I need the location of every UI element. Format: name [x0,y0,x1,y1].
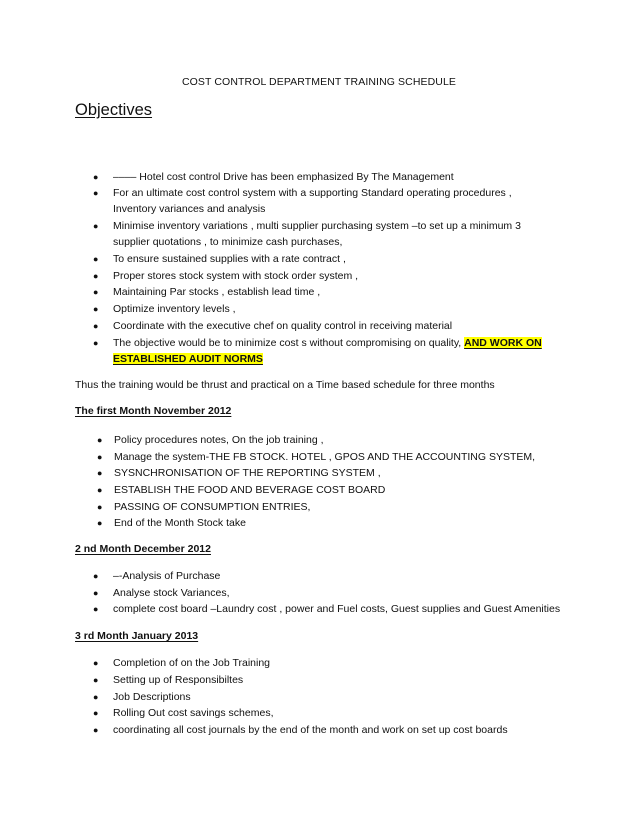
list-item-continuation [113,353,263,366]
bullet-icon [93,707,98,720]
list-item: –––– Hotel cost control Drive has been emphasized By The Management [113,171,454,183]
list-item: Analyse stock Variances, [113,587,230,599]
bullet-icon [93,253,98,266]
month-heading: The first Month November 2012 [75,405,232,417]
list-item-continuation: Inventory variances and analysis [113,203,266,215]
bullet-icon [93,270,98,283]
bullet-icon [93,171,98,184]
list-item: For an ultimate cost control system with a supporting Standard operating procedures , [113,187,512,199]
bullet-icon [97,467,102,480]
bullet-icon [93,220,98,233]
list-item: Policy procedures notes, On the job training , [114,434,324,446]
objectives-heading: Objectives [75,101,153,119]
list-item-continuation: supplier quotations , to minimize cash purchases, [113,236,343,248]
list-item: Proper stores stock system with stock order system , [113,270,359,282]
bullet-icon [93,603,98,616]
bullet-icon [93,337,98,350]
list-item: complete cost board –Laundry cost , power and Fuel costs, Guest supplies and Guest Amenities [113,603,561,615]
list-item: SYSNCHRONISATION OF THE REPORTING SYSTEM , [114,467,381,479]
highlighted-text: AND WORK ON [464,337,542,349]
list-item: coordinating all cost journals by the end of the month and work on set up cost boards [113,724,508,736]
highlighted-text: ESTABLISHED AUDIT NORMS [113,353,263,365]
bullet-icon [93,587,98,600]
list-item: Job Descriptions [113,691,191,703]
list-item: –-Analysis of Purchase [113,570,221,582]
bullet-icon [93,303,98,316]
bullet-icon [97,517,102,530]
list-item: Coordinate with the executive chef on quality control in receiving material [113,320,453,332]
list-item: Maintaining Par stocks , establish lead time , [113,286,321,298]
list-item: To ensure sustained supplies with a rate contract , [113,253,346,265]
bullet-icon [93,320,98,333]
bullet-icon [93,724,98,737]
list-item: PASSING OF CONSUMPTION ENTRIES, [114,501,311,513]
bullet-icon [93,691,98,704]
bullet-icon [93,570,98,583]
bullet-icon [93,187,98,200]
bullet-icon [97,501,102,514]
month-heading: 3 rd Month January 2013 [75,630,199,642]
list-item: ESTABLISH THE FOOD AND BEVERAGE COST BOARD [114,484,386,496]
bullet-icon [93,674,98,687]
bullet-icon [93,286,98,299]
list-item: Completion of on the Job Training [113,657,271,669]
bullet-icon [97,434,102,447]
bullet-icon [97,484,102,497]
bullet-icon [93,657,98,670]
month-heading: 2 nd Month December 2012 [75,543,211,555]
list-item: Optimize inventory levels , [113,303,236,315]
list-item-text: The objective would be to minimize cost s without compromising on quality, [113,337,465,349]
list-item: End of the Month Stock take [114,517,246,529]
list-item: Manage the system-THE FB STOCK. HOTEL , GPOS AND THE ACCOUNTING SYSTEM, [114,451,536,463]
list-item: Rolling Out cost savings schemes, [113,707,274,719]
document-title: COST CONTROL DEPARTMENT TRAINING SCHEDULE [181,76,457,88]
list-item: Setting up of Responsibiltes [113,674,244,686]
list-item: Minimise inventory variations , multi supplier purchasing system –to set up a minimum 3 [113,220,521,232]
bullet-icon [97,451,102,464]
summary-paragraph: Thus the training would be thrust and practical on a Time based schedule for three months [75,379,495,391]
list-item [113,337,542,350]
